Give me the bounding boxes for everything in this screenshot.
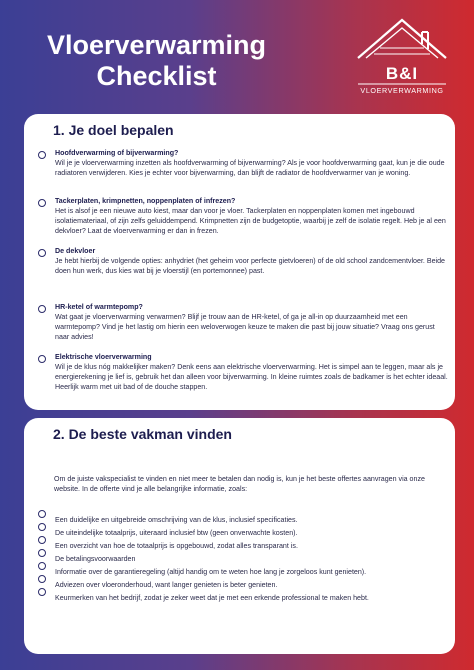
list-item [38,561,448,576]
list-item [38,587,448,602]
item-title: De dekvloer [55,247,96,255]
list-item-text: Adviezen over vloeronderhoud, want langer genieten is beter genieten. [55,581,278,589]
checkbox-circle[interactable] [38,549,46,557]
section-2-heading: 2. De beste vakman vinden [53,426,232,442]
checklist-item [38,196,448,236]
title-line-1: Vloerverwarming [46,30,267,60]
list-item-text: Een overzicht van hoe de totaalprijs is opgebouwd, zodat alles transparant is. [55,542,298,550]
item-text: Wil je je vloerverwarming inzetten als hoofdverwarming of bijverwarming? Als je voor hoofdverwarming gaat, kun je die oude radiatoren verwijderen. Kies je echter voor bijverwarming, dan blijft de radiator de hoofdverwarmer van je woning. [55,159,445,177]
checklist-item [38,302,448,342]
page-title [24,30,289,92]
list-item [38,574,448,589]
item-text: Wat gaat je vloerverwarming verwarmen? Blijf je trouw aan de HR-ketel, of ga je all-in op duurzaamheid met een warmtepomp? Vind je het lastig om hierin een weloverwogen keuze te maken die past bij jouw situatie? Vraag ons gerust naar advies! [55,313,435,341]
section-2-intro: Om de juiste vakspecialist te vinden en niet meer te betalen dan nodig is, kun je het beste offertes aanvragen via onze website. In de offerte vind je alle belangrijke informatie, zoals: [54,475,425,493]
title-line-2: Checklist [96,61,217,91]
checkbox-circle[interactable] [38,575,46,583]
list-item-text: Keurmerken van het bedrijf, zodat je zeker weet dat je met een erkende professional te maken hebt. [55,594,369,602]
checkbox-circle[interactable] [38,199,46,207]
logo-subtitle: VLOERVERWARMING [360,86,444,95]
list-item-text: De betalingsvoorwaarden [55,555,136,563]
checkbox-circle[interactable] [38,562,46,570]
brand-logo [352,14,452,106]
item-title: Hoofdverwarming of bijverwarming? [55,149,179,157]
section-vakman-vinden [24,418,455,654]
checklist-item [38,352,448,392]
checkbox-circle[interactable] [38,151,46,159]
section-doel-bepalen [24,114,455,410]
list-item-text: Informatie over de garantieregeling (altijd handig om te weten hoe lang je zorgeloos kunt genieten). [55,568,367,576]
item-text: Je hebt hierbij de volgende opties: anhydriet (het geheim voor perfecte gietvloeren) of de old school zandcementvloer. Beide doen hun werk, dus kies wat bij je vloerstijl (en portemonnee) past. [55,257,446,275]
checkbox-circle[interactable] [38,536,46,544]
logo-mark: B&I [385,64,419,83]
item-title: Elektrische vloerverwarming [55,353,152,361]
list-item [38,509,448,524]
list-item [38,535,448,550]
item-text: Het is alsof je een nieuwe auto kiest, maar dan voor je vloer. Tackerplaten en noppenplaten komen met ingebouwd isolatiemateriaal, of zijn zelfs geluiddempend. Krimpnetten zijn de budgetoptie, waarbij je zelf de isolatie regelt. Heb je al een dekvloer? Laat de vloerverwarming er dan in frezen. [55,207,446,235]
checkbox-circle[interactable] [38,523,46,531]
checkbox-circle[interactable] [38,588,46,596]
checklist-item [38,148,448,178]
item-title: Tackerplaten, krimpnetten, noppenplaten of infrezen? [55,197,236,205]
list-item [38,548,448,563]
section-1-heading: 1. Je doel bepalen [53,122,174,138]
list-item-text: Een duidelijke en uitgebreide omschrijving van de klus, inclusief specificaties. [55,516,298,524]
list-item-text: De uiteindelijke totaalprijs, uiteraard inclusief btw (geen onverwachte kosten). [55,529,298,537]
list-item [38,522,448,537]
item-text: Wil je de klus nóg makkelijker maken? Denk eens aan elektrische vloerverwarming. Het is simpel aan te leggen, maar als je energierekening je lief is, gebruik het dan alleen voor bijverwarming. In kleine ruimtes zoals de badkamer is het echter ideaal. Heerlijk warm met uit bad of de douche stappen. [55,363,448,391]
checkbox-circle[interactable] [38,305,46,313]
checklist-item [38,246,448,276]
item-title: HR-ketel of warmtepomp? [55,303,143,311]
checkbox-circle[interactable] [38,249,46,257]
checkbox-circle[interactable] [38,355,46,363]
checkbox-circle[interactable] [38,510,46,518]
